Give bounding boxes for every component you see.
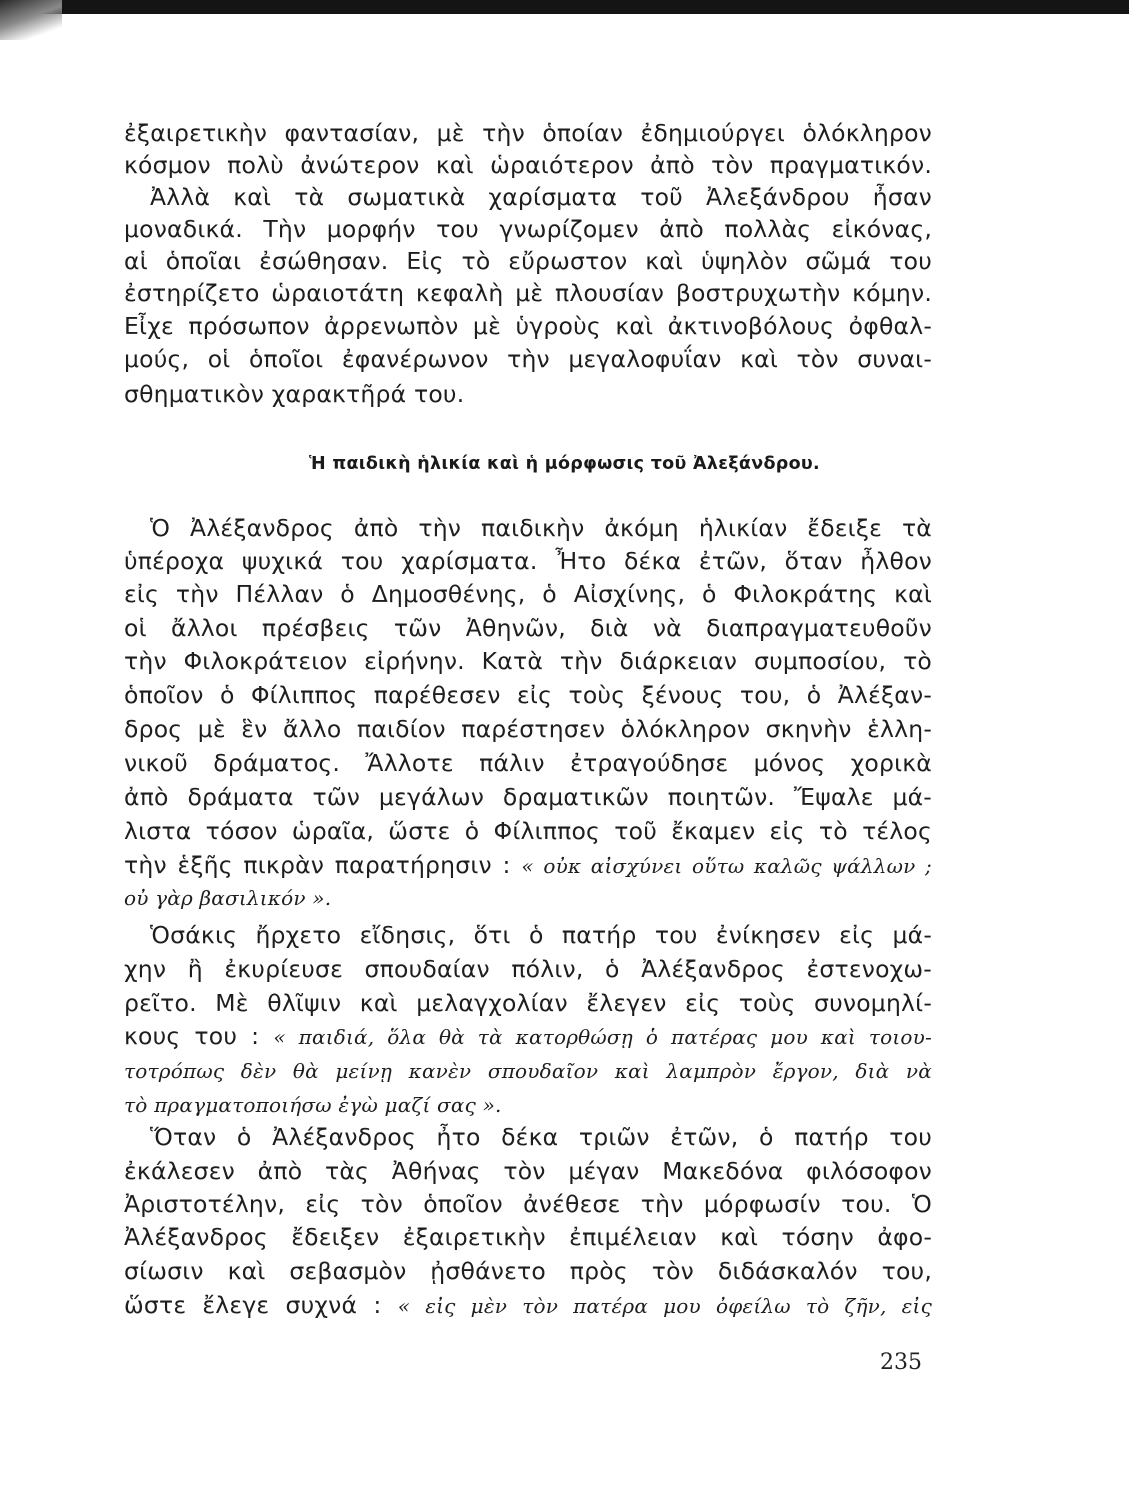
- text-line: Ἀλέξανδρος ἔδειξεν ἐξαιρετικὴν ἐπιμέλειαν καὶ τόσην ἀφο-: [124, 1223, 932, 1251]
- quotation: « παιδιά, ὅλα θὰ τὰ κατορθώσῃ ὁ πατέρας μου καὶ τοιου-: [273, 1025, 932, 1049]
- text-line: σθηματικὸν χαρακτῆρά του.: [124, 380, 465, 408]
- text-line: εἰς τὴν Πέλλαν ὁ Δημοσθένης, ὁ Αἰσχίνης, ὁ Φιλοκράτης καὶ: [124, 580, 932, 608]
- text-line: οἱ ἄλλοι πρέσβεις τῶν Ἀθηνῶν, διὰ νὰ διαπραγματευθοῦν: [124, 614, 932, 642]
- line-text: τὴν ἑξῆς πικρὰν παρατήρησιν :: [124, 851, 511, 879]
- text-line: ὁποῖον ὁ Φίλιππος παρέθεσεν εἰς τοὺς ξένους του, ὁ Ἀλέξαν-: [124, 681, 932, 709]
- text-line: [124, 1020, 932, 1052]
- text-line: Ὁσάκις ἤρχετο εἴδησις, ὅτι ὁ πατήρ του ἐνίκησεν εἰς μά-: [150, 921, 932, 949]
- text-line: Εἶχε πρόσωπον ἀρρενωπὸν μὲ ὑγροὺς καὶ ἀκτινοβόλους ὀφθαλ-: [124, 312, 932, 340]
- quotation: « οὐκ αἰσχύνει οὕτω καλῶς ψάλλων ;: [521, 854, 932, 878]
- text-line: Ἀλλὰ καὶ τὰ σωματικὰ χαρίσματα τοῦ Ἀλεξάνδρου ἦσαν: [150, 183, 932, 211]
- text-line: Ὅταν ὁ Ἀλέξανδρος ἦτο δέκα τριῶν ἐτῶν, ὁ πατήρ του: [150, 1123, 932, 1151]
- text-line: λιστα τόσον ὡραῖα, ὥστε ὁ Φίλιππος τοῦ ἔκαμεν εἰς τὸ τέλος: [124, 817, 932, 845]
- line-text: ὥστε ἔλεγε συχνά :: [124, 1291, 382, 1319]
- text-line: τὴν Φιλοκράτειον εἰρήνην. Κατὰ τὴν διάρκειαν συμποσίου, τὸ: [124, 647, 932, 675]
- text-line: κόσμον πολὺ ἀνώτερον καὶ ὡραιότερον ἀπὸ τὸν πραγματικόν.: [124, 151, 932, 179]
- text-line: Ὁ Ἀλέξανδρος ἀπὸ τὴν παιδικὴν ἀκόμη ἡλικίαν ἔδειξε τὰ: [150, 514, 932, 542]
- text-line: ὑπέροχα ψυχικά του χαρίσματα. Ἦτο δέκα ἐτῶν, ὅταν ἦλθον: [124, 547, 932, 575]
- text-line: ἐκάλεσεν ἀπὸ τὰς Ἀθήνας τὸν μέγαν Μακεδόνα φιλόσοφον: [124, 1157, 932, 1185]
- line-text: κους του :: [124, 1022, 260, 1050]
- quotation: « εἰς μὲν τὸν πατέρα μου ὀφείλω τὸ ζῆν, εἰς: [397, 1294, 932, 1318]
- text-line: [124, 1289, 932, 1321]
- text-line: δρος μὲ ἓν ἄλλο παιδίον παρέστησεν ὁλόκληρον σκηνὴν ἑλλη-: [124, 715, 932, 743]
- text-line: μούς, οἱ ὁποῖοι ἐφανέρωνον τὴν μεγαλοφυΐαν καὶ τὸν συναι-: [124, 345, 932, 373]
- text-line: χην ἢ ἐκυρίευσε σπουδαίαν πόλιν, ὁ Ἀλέξανδρος ἐστενοχω-: [124, 955, 932, 983]
- text-line: [124, 1054, 932, 1086]
- text-line: Ἀριστοτέλην, εἰς τὸν ὁποῖον ἀνέθεσε τὴν μόρφωσίν του. Ὁ: [124, 1190, 932, 1218]
- quotation: οὐ γὰρ βασιλικόν ».: [124, 886, 332, 910]
- text-line: [124, 881, 932, 913]
- text-line: ρεῖτο. Μὲ θλῖψιν καὶ μελαγχολίαν ἔλεγεν εἰς τοὺς συνομηλί-: [124, 989, 932, 1017]
- text-line: αἱ ὁποῖαι ἐσώθησαν. Εἰς τὸ εὔρωστον καὶ ὑψηλὸν σῶμά του: [124, 247, 932, 275]
- quotation: τὸ πραγματοποιήσω ἐγὼ μαζί σας ».: [124, 1093, 502, 1117]
- text-line: ἐξαιρετικὴν φαντασίαν, μὲ τὴν ὁποίαν ἐδημιούργει ὁλόκληρον: [124, 119, 932, 147]
- text-line: [124, 849, 932, 881]
- text-line: ἐστηρίζετο ὡραιοτάτη κεφαλὴ μὲ πλουσίαν βοστρυχωτὴν κόμην.: [124, 279, 932, 307]
- text-line: [124, 1088, 932, 1120]
- text-line: μοναδικά. Τὴν μορφήν του γνωρίζομεν ἀπὸ πολλὰς εἰκόνας,: [124, 215, 932, 243]
- text-line: ἀπὸ δράματα τῶν μεγάλων δραματικῶν ποιητῶν. Ἔψαλε μά-: [124, 783, 932, 811]
- text-line: σίωσιν καὶ σεβασμὸν ᾐσθάνετο πρὸς τὸν διδάσκαλόν του,: [124, 1257, 932, 1285]
- page-number: 235: [880, 1350, 922, 1375]
- section-heading: Ἡ παιδικὴ ἡλικία καὶ ἡ μόρφωσις τοῦ Ἀλεξάνδρου.: [308, 454, 820, 474]
- quotation: τοτρόπως δὲν θὰ μείνῃ κανὲν σπουδαῖον καὶ λαμπρὸν ἔργον, διὰ νὰ: [124, 1059, 932, 1083]
- text-line: νικοῦ δράματος. Ἄλλοτε πάλιν ἐτραγούδησε μόνος χορικὰ: [124, 749, 932, 777]
